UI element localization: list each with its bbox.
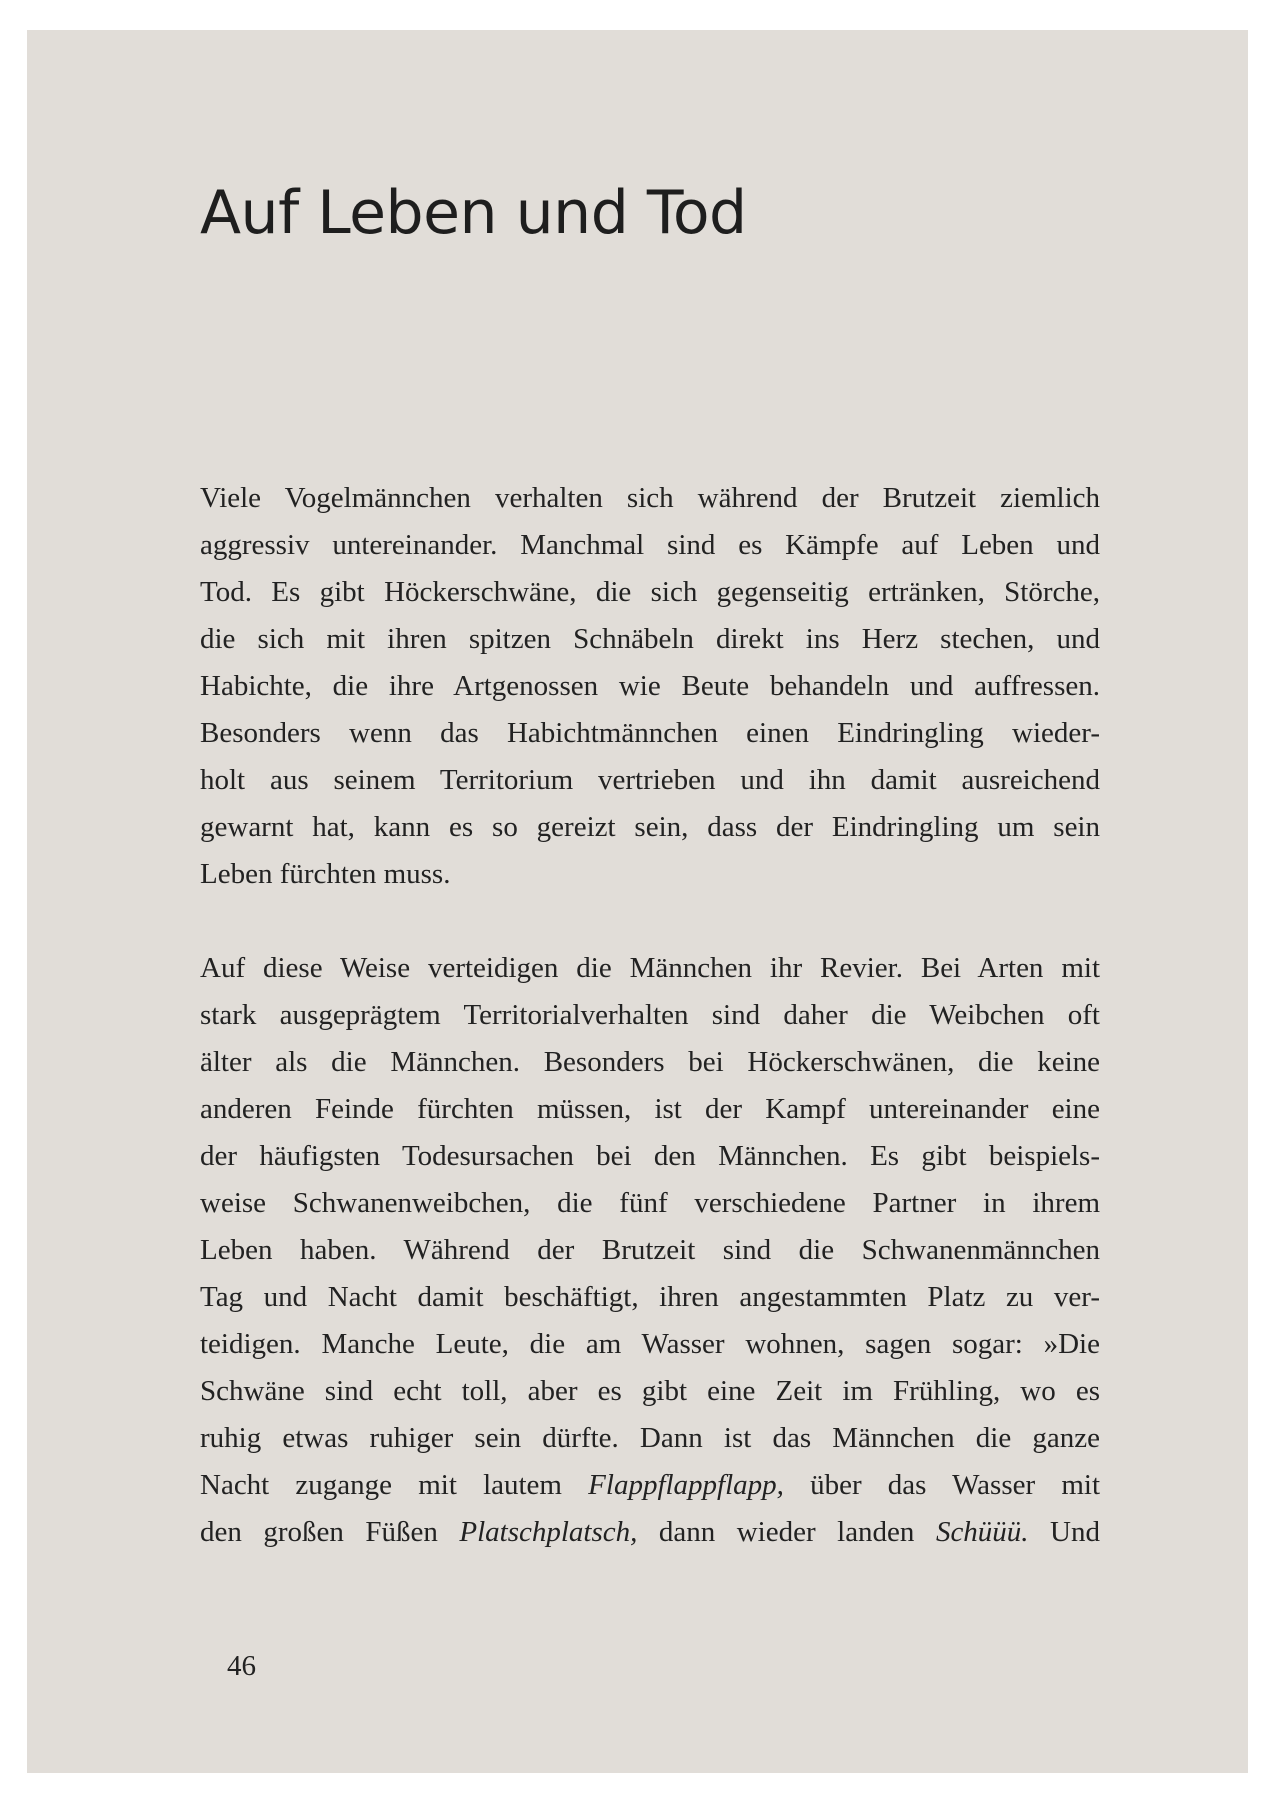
text-line: Leben fürchten muss. [200,858,451,890]
text-line [200,1509,1100,1556]
text-line: anderen Feinde fürchten müssen, ist der Kampf untereinander eine [200,1093,1100,1125]
text-line: stark ausgeprägtem Territorialverhalten sind daher die Weibchen oft [200,999,1100,1031]
text-span: Und [1028,1516,1100,1548]
text-line: weise Schwanenweibchen, die fünf verschiedene Partner in ihrem [200,1187,1100,1219]
text-line: Auf diese Weise verteidigen die Männchen ihr Revier. Bei Arten mit [200,952,1100,984]
text-line: teidigen. Manche Leute, die am Wasser wohnen, sagen sogar: »Die [200,1328,1100,1360]
text-line: die sich mit ihren spitzen Schnäbeln direkt ins Herz stechen, und [200,623,1100,655]
italic-sound-word: Platschplatsch, [459,1516,638,1548]
text-line: gewarnt hat, kann es so gereizt sein, dass der Eindringling um sein [200,811,1100,843]
text-line: älter als die Männchen. Besonders bei Höckerschwänen, die keine [200,1046,1100,1078]
text-line: Leben haben. Während der Brutzeit sind die Schwanenmännchen [200,1234,1100,1266]
chapter-title: Auf Leben und Tod [200,178,747,248]
text-line: Tag und Nacht damit beschäftigt, ihren angestammten Platz zu ver- [200,1281,1100,1313]
page-number: 46 [227,1650,256,1682]
italic-sound-word: Flappflappflapp, [588,1469,784,1501]
text-span: dann wieder landen [637,1516,936,1548]
italic-sound-word: Schüüü. [935,1516,1029,1548]
text-line: Schwäne sind echt toll, aber es gibt eine Zeit im Frühling, wo es [200,1375,1100,1407]
text-line [200,1462,1100,1509]
text-line: Habichte, die ihre Artgenossen wie Beute behandeln und auffressen. [200,670,1100,702]
text-line: Tod. Es gibt Höckerschwäne, die sich gegenseitig ertränken, Störche, [200,576,1100,608]
book-page [27,30,1248,1773]
paragraph-2 [200,945,1100,1556]
text-line: der häufigsten Todesursachen bei den Männchen. Es gibt beispiels- [200,1140,1100,1172]
text-line: holt aus seinem Territorium vertrieben und ihn damit ausreichend [200,764,1100,796]
text-line: ruhig etwas ruhiger sein dürfte. Dann ist das Männchen die ganze [200,1422,1100,1454]
text-span: Nacht zugange mit lautem [200,1469,589,1501]
text-span: den großen Füßen [200,1516,460,1548]
text-line: Besonders wenn das Habichtmännchen einen Eindringling wieder- [200,717,1100,749]
paragraph-1 [200,475,1100,898]
text-span: über das Wasser mit [783,1469,1100,1501]
text-line: aggressiv untereinander. Manchmal sind es Kämpfe auf Leben und [200,529,1100,561]
text-line: Viele Vogelmännchen verhalten sich während der Brutzeit ziemlich [200,482,1100,514]
